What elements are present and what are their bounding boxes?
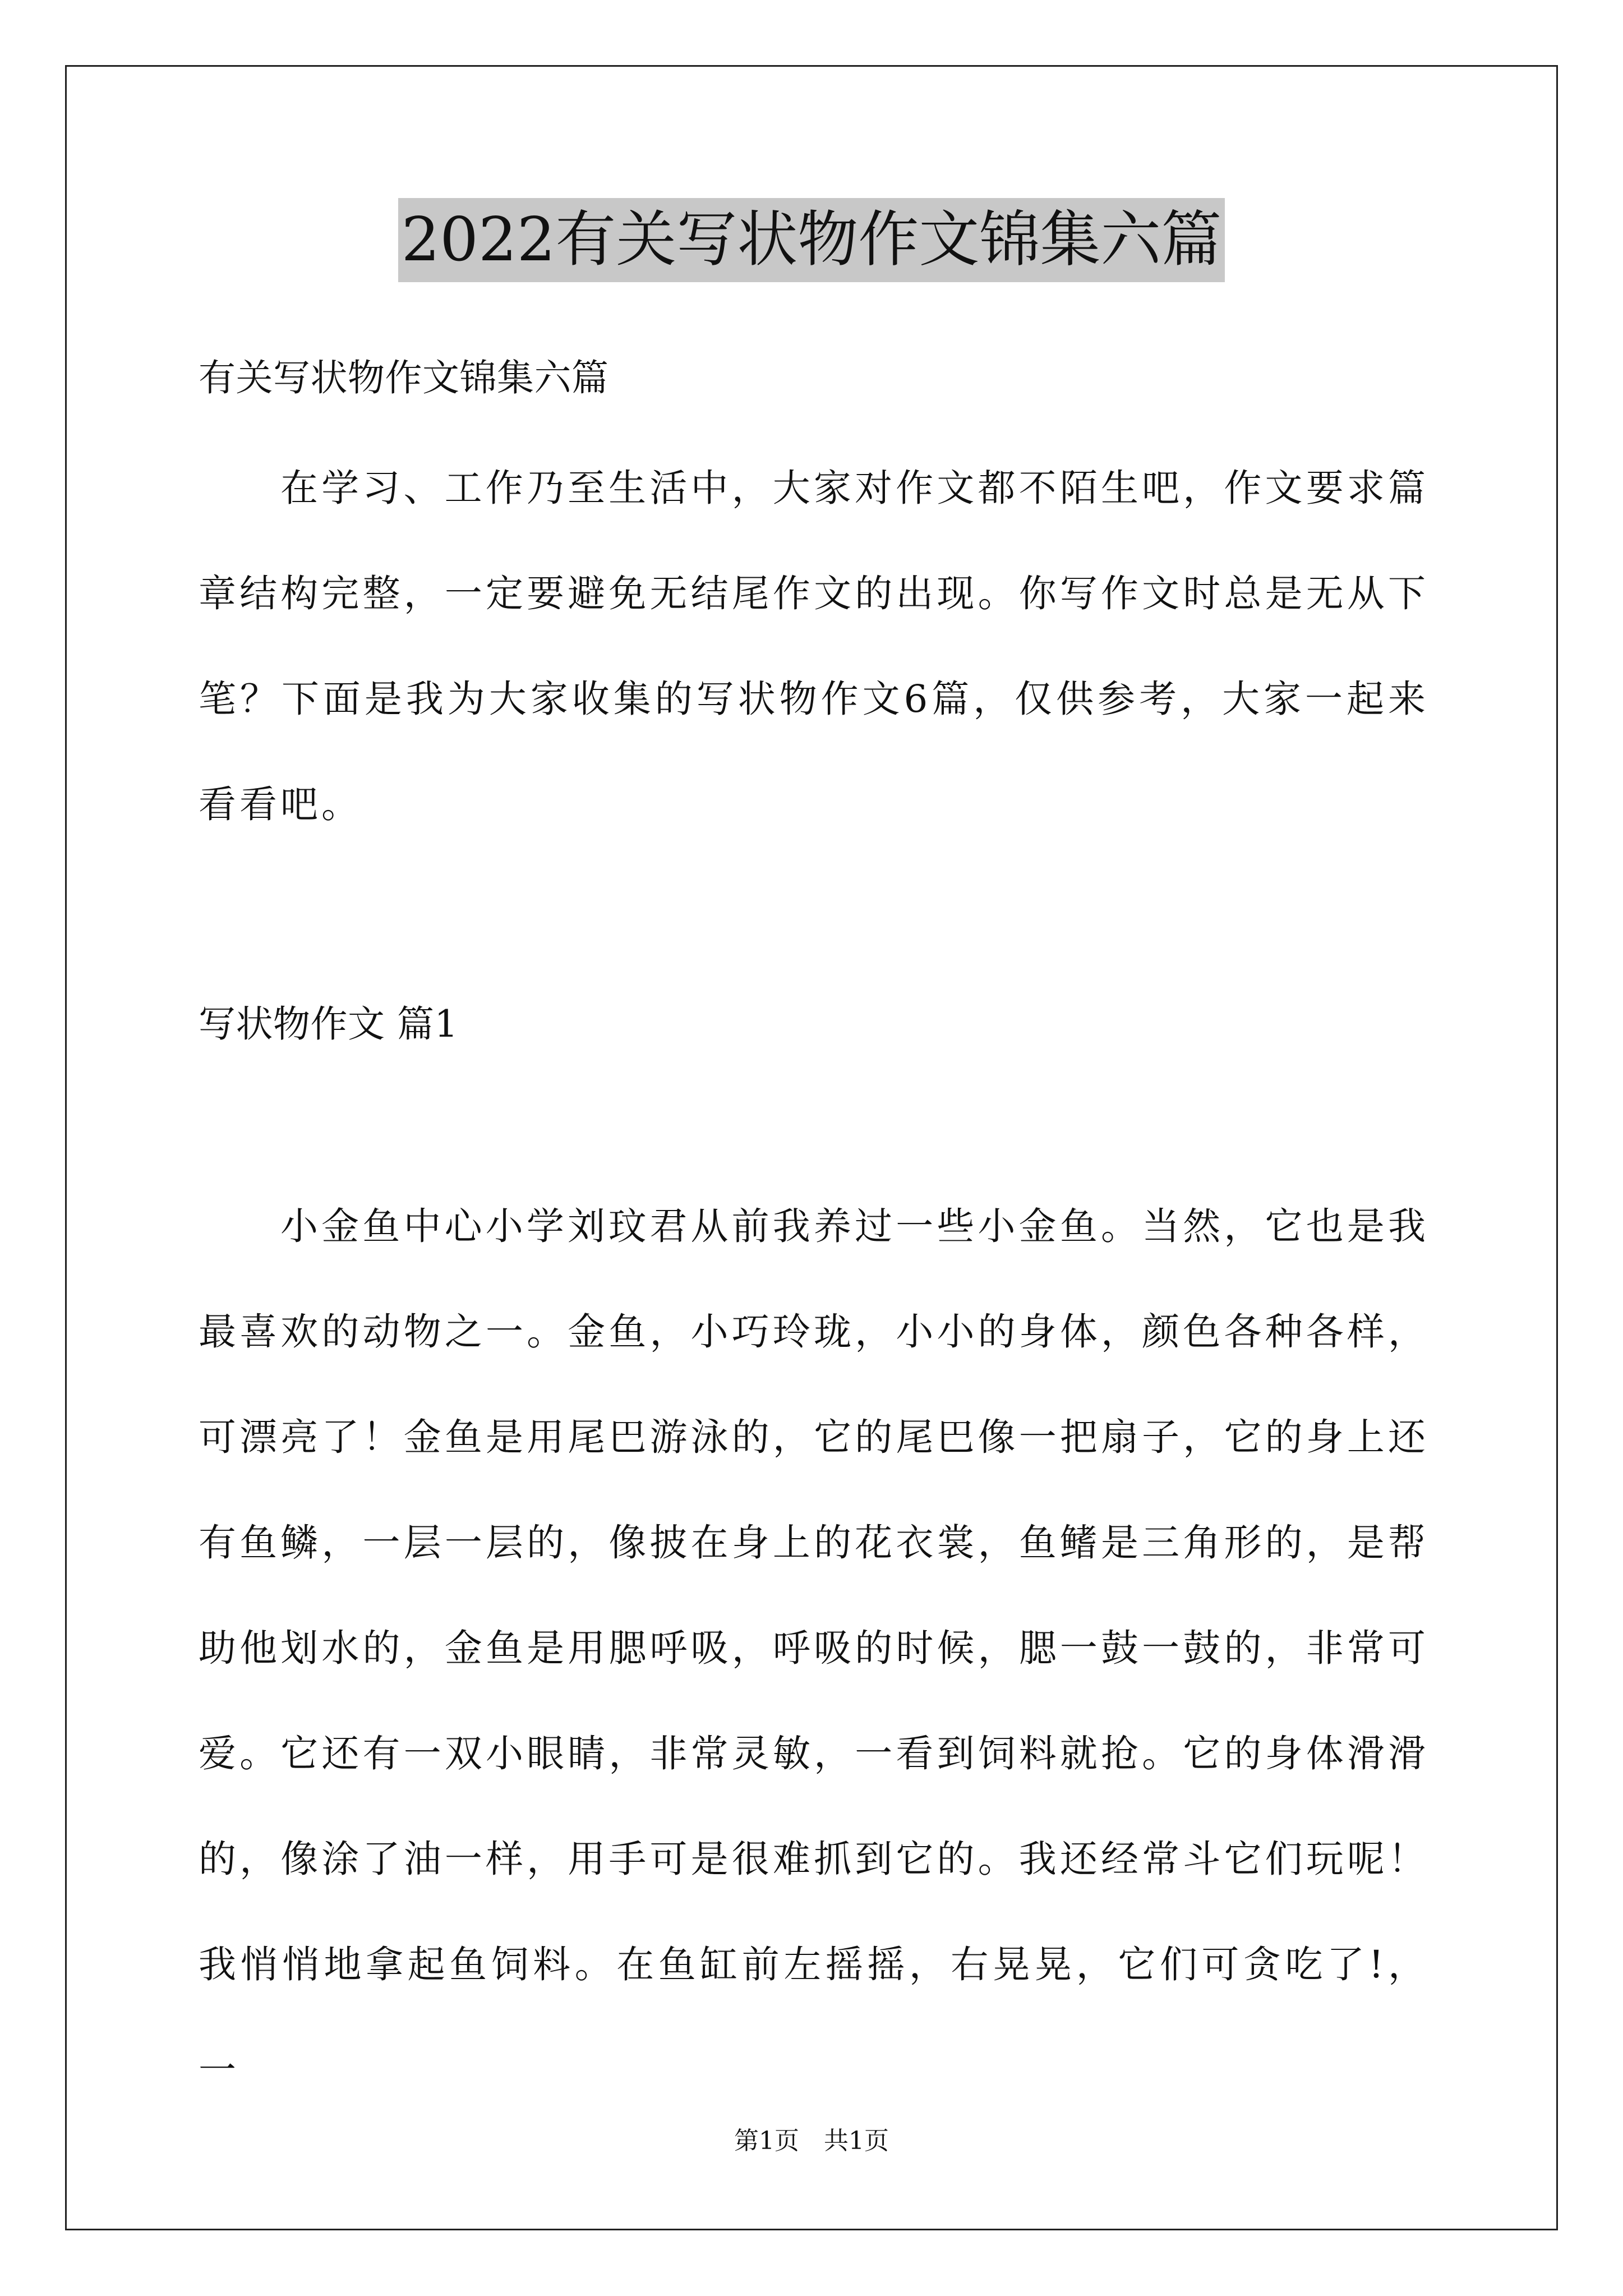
page-footer: 第1页 共1页: [734, 2127, 889, 2155]
document-title: 2022有关写状物作文锦集六篇: [398, 198, 1225, 282]
title-container: [0, 198, 1623, 282]
body-paragraph: 小金鱼中心小学刘玟君从前我养过一些小金鱼。当然，它也是我最喜欢的动物之一。金鱼，小巧玲珑，小小的身体，颜色各种各样，可漂亮了！金鱼是用尾巴游泳的，它的尾巴像一把扇子，它的身上还有鱼鳞，一层一层的，像披在身上的花衣裳，鱼鳍是三角形的，是帮助他划水的，金鱼是用腮呼吸，呼吸的时候，腮一鼓一鼓的，非常可爱。它还有一双小眼睛，非常灵敏，一看到饲料就抢。它的身体滑滑的，像涂了油一样，用手可是很难抓到它的。我还经常斗它们玩呢！我悄悄地拿起鱼饲料。在鱼缸前左摇摇，右晃晃，它们可贪吃了!，一: [199, 1204, 1429, 2092]
document-subtitle: 有关写状物作文锦集六篇: [199, 356, 609, 399]
intro-paragraph: 在学习、工作乃至生活中，大家对作文都不陌生吧，作文要求篇章结构完整，一定要避免无结尾作文的出现。你写作文时总是无从下笔？下面是我为大家收集的写状物作文6篇，仅供参考，大家一起来看看吧。: [199, 466, 1429, 826]
section-heading: 写状物作文 篇1: [199, 1002, 458, 1046]
